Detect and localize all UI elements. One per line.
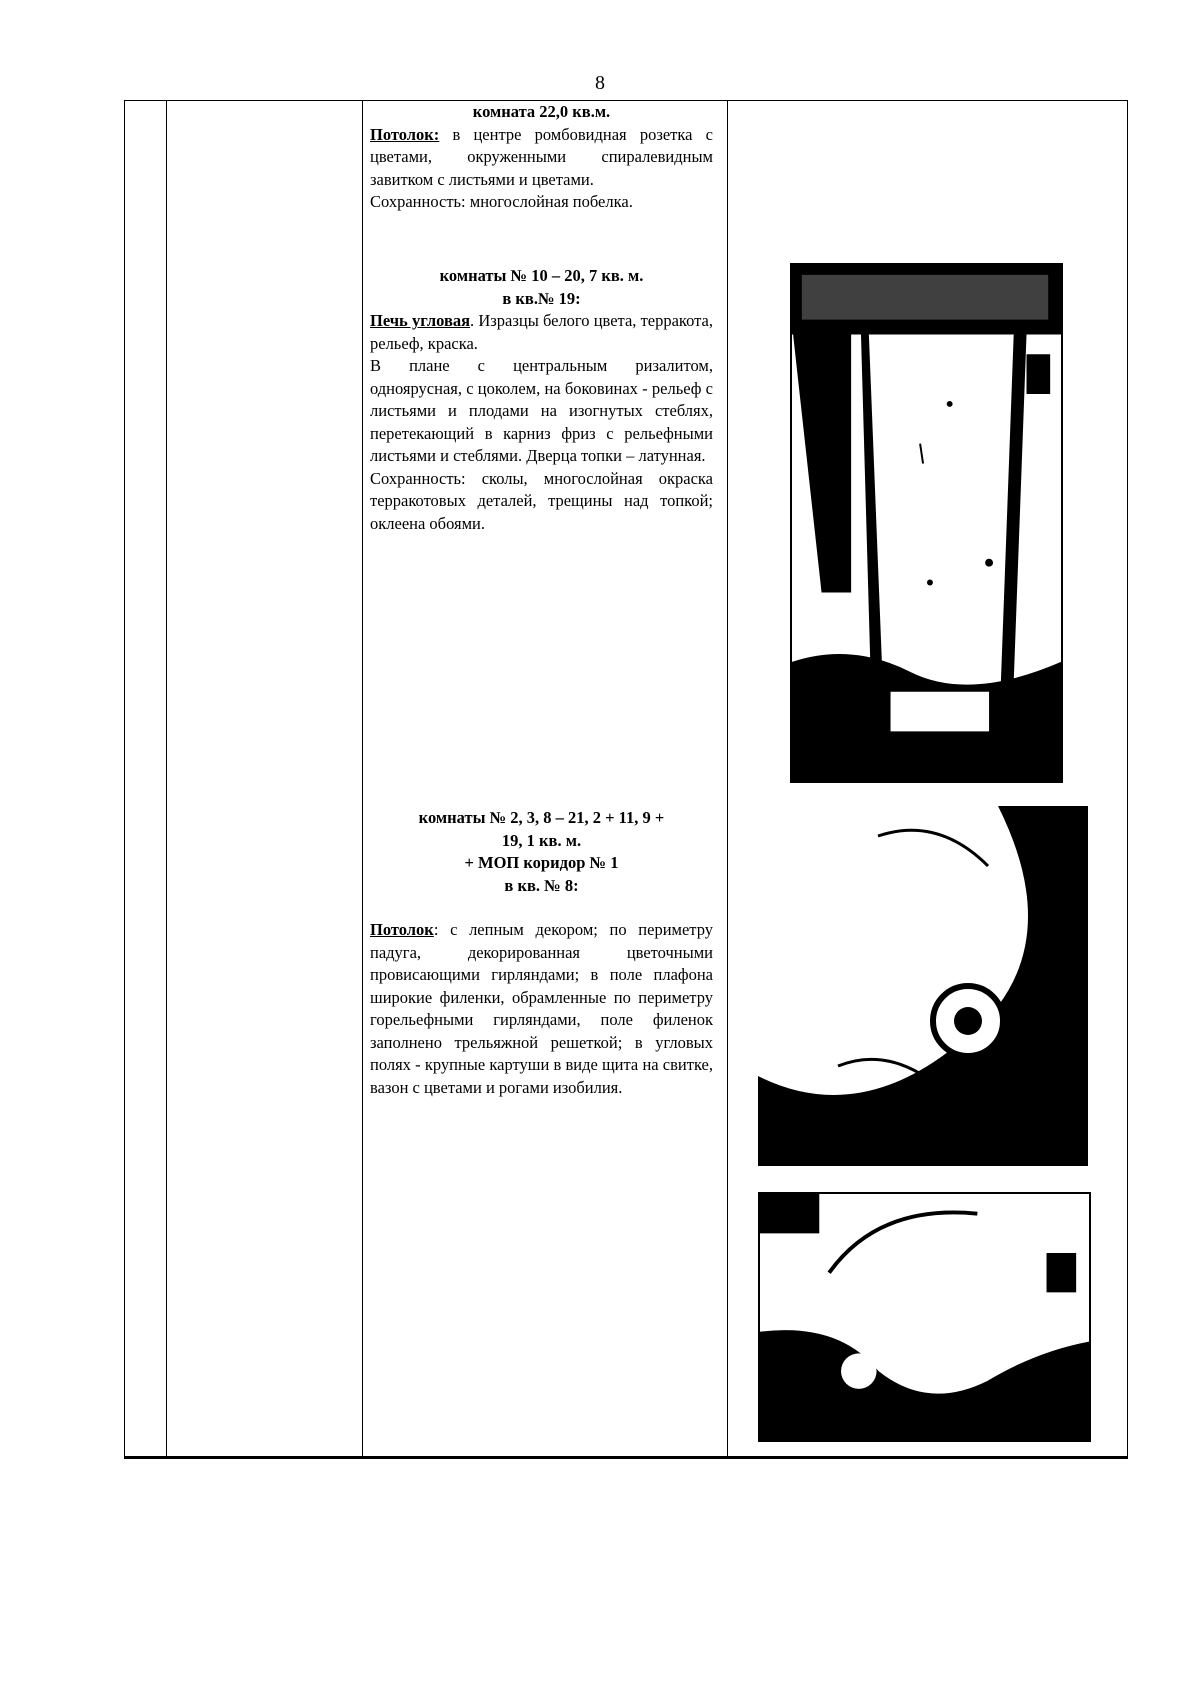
section2-stove	[370, 310, 713, 355]
section3-heading-line1: комнаты № 2, 3, 8 – 21, 2 + 11, 9 +	[418, 808, 665, 827]
section2-heading-line2: в кв.№ 19:	[502, 288, 581, 308]
section2-heading-line1: комнаты № 10 – 20, 7 кв. м.	[439, 266, 644, 285]
section1-heading: комната 22,0 кв.м.	[472, 102, 611, 121]
section2-condition: Сохранность: сколы, многослойная окраска терракотовых деталей, трещины над топкой; оклеена обоями.	[370, 468, 713, 533]
ceiling-photo-1	[758, 806, 1088, 1166]
stove-photo	[790, 263, 1063, 783]
column-divider-1	[166, 101, 167, 1456]
ceiling-text: : с лепным декором; по периметру падуга, декорированная цветочными провисающими гирляндами; в поле плафона широкие филенки, обрамленные по периметру горельефными гирляндами, поле филенок заполнено трельяжной решеткой; в угловых полях - крупные картуши в виде щита на свитке, вазон с цветами и рогами изобилия.	[370, 920, 713, 1097]
ceiling-text: в центре ромбовидная розетка с цветами, окруженными спиралевидным завитком с листьями и цветами.	[370, 124, 713, 189]
column-divider-2	[362, 101, 363, 1456]
stove-photo-image	[792, 265, 1061, 781]
section3-heading-line2: 19, 1 кв. м.	[501, 830, 582, 850]
stove-text: . Изразцы белого цвета, терракота, рельеф, краска.	[370, 311, 714, 353]
section3-heading-line4: в кв. № 8:	[504, 875, 579, 895]
section3-ceiling	[370, 919, 713, 1099]
ceiling-photo-2	[758, 1192, 1091, 1442]
column-divider-3	[727, 101, 728, 1456]
section-room-22	[370, 101, 713, 214]
page-number: 8	[595, 72, 605, 94]
ceiling-label: Потолок:	[370, 124, 440, 144]
spacer	[370, 897, 713, 919]
section-rooms-2-3-8	[370, 807, 713, 1099]
ceiling-photo-2-image	[760, 1194, 1089, 1440]
section1-ceiling	[370, 124, 713, 192]
section2-plan: В плане с центральным ризалитом, одноярусная, с цоколем, на боковинах - рельеф с листьями и плодами на изогнутых стеблях, перетекающий в карниз фриз с рельефными листьями и стеблями. Дверца топки – латунная.	[370, 356, 713, 465]
ceiling-photo-1-image	[758, 806, 1088, 1166]
section1-condition: Сохранность: многослойная побелка.	[370, 192, 633, 211]
stove-label: Печь угловая	[370, 311, 471, 330]
section-rooms-10	[370, 265, 713, 535]
section3-heading-line3: + МОП коридор № 1	[464, 853, 619, 872]
ceiling-label: Потолок	[370, 920, 434, 939]
